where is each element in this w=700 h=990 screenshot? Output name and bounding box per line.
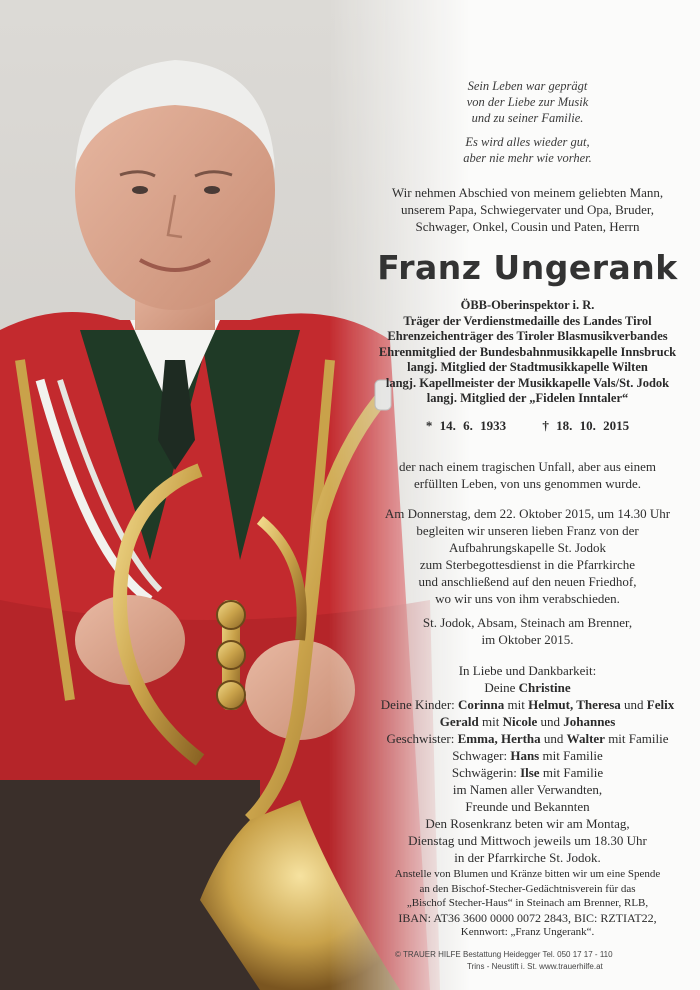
- honor-line: Träger der Verdienstmedaille des Landes Tirol: [403, 313, 652, 328]
- honor-line: langj. Mitglied der „Fidelen Inntaler“: [426, 391, 629, 405]
- family-relatives: im Namen aller Verwandten,: [452, 782, 603, 797]
- footer-line: © TRAUER HILFE Bestattung Heidegger Tel. 050 17 17 - 110: [395, 950, 613, 959]
- footer-line: Trins - Neustift i. St. www.trauerhilfe.at: [467, 962, 603, 971]
- funeral-line: wo wir uns von ihm verabschieden.: [435, 591, 620, 606]
- death-note: [355, 458, 700, 492]
- rosary-line: in der Pfarrkirche St. Jodok.: [454, 850, 601, 865]
- honor-line: langj. Mitglied der Stadtmusikkapelle Wilten: [407, 360, 648, 374]
- family-siblings: Geschwister: Emma, Hertha und Walter mit Familie: [386, 731, 669, 746]
- donation-line: „Bischof Stecher-Haus“ in Steinach am Brenner, RLB,: [406, 897, 649, 909]
- rosary-info: [355, 815, 700, 866]
- donation-line: Kennwort: „Franz Ungerank“.: [460, 926, 595, 938]
- funeral-line: und anschließend auf den neuen Friedhof,: [418, 574, 637, 589]
- funeral-home-footer: [395, 949, 695, 973]
- rosary-line: Den Rosenkranz beten wir am Montag,: [425, 816, 630, 831]
- family-children-1: Deine Kinder: Corinna mit Helmut, Theresa und Felix: [380, 697, 675, 712]
- place-and-date: [355, 614, 700, 648]
- death-note-line: der nach einem tragischen Unfall, aber aus einem: [399, 459, 656, 474]
- donation-info: [355, 867, 700, 940]
- quote-line: von der Liebe zur Musik: [466, 95, 589, 109]
- place-line: St. Jodok, Absam, Steinach am Brenner,: [422, 615, 633, 630]
- intro-text: [355, 184, 700, 235]
- funeral-line: zum Sterbegottesdienst in die Pfarrkirche: [419, 557, 636, 572]
- honors-list: [355, 298, 700, 407]
- intro-line: Schwager, Onkel, Cousin und Paten, Herrn: [415, 219, 640, 234]
- funeral-line: Am Donnerstag, dem 22. Oktober 2015, um 14.30 Uhr: [384, 506, 671, 521]
- quote-line: Es wird alles wieder gut,: [465, 135, 590, 149]
- intro-line: unserem Papa, Schwiegervater und Opa, Bruder,: [401, 202, 654, 217]
- family-brother-in-law: Schwager: Hans mit Familie: [452, 748, 603, 763]
- donation-line: Anstelle von Blumen und Kränze bitten wir um eine Spende: [394, 868, 661, 880]
- birth-date: * 14. 6. 1933: [425, 418, 507, 433]
- quote-line: und zu seiner Familie.: [471, 111, 584, 125]
- life-dates: [355, 418, 700, 434]
- deceased-name: Franz Ungerank: [377, 248, 678, 287]
- quote-line: aber nie mehr wie vorher.: [463, 151, 592, 165]
- honor-line: Ehrenmitglied der Bundesbahnmusikkapelle Innsbruck: [378, 344, 677, 359]
- quote-line: Sein Leben war geprägt: [467, 79, 588, 93]
- intro-line: Wir nehmen Abschied von meinem geliebten Mann,: [391, 185, 664, 200]
- family-wife: Deine Christine: [484, 680, 571, 695]
- funeral-info: [355, 505, 700, 607]
- family-list: [355, 662, 700, 815]
- funeral-line: begleiten wir unseren lieben Franz von der: [416, 523, 639, 538]
- family-intro: In Liebe und Dankbarkeit:: [458, 663, 597, 678]
- honor-line: ÖBB-Oberinspektor i. R.: [460, 298, 595, 312]
- death-date: † 18. 10. 2015: [542, 418, 630, 433]
- date-line: im Oktober 2015.: [481, 632, 574, 647]
- death-note-line: erfüllten Leben, von uns genommen wurde.: [413, 476, 642, 491]
- rosary-line: Dienstag und Mittwoch jeweils um 18.30 Uhr: [408, 833, 647, 848]
- honor-line: Ehrenzeichenträger des Tiroler Blasmusikverbandes: [387, 329, 668, 343]
- family-sister-in-law: Schwägerin: Ilse mit Familie: [451, 765, 604, 780]
- honor-line: langj. Kapellmeister der Musikkapelle Vals/St. Jodok: [385, 375, 670, 390]
- family-children-2: Gerald mit Nicole und Johannes: [439, 714, 616, 729]
- funeral-line: Aufbahrungskapelle St. Jodok: [448, 540, 607, 555]
- donation-line: an den Bischof-Stecher-Gedächtnisverein für das: [419, 882, 636, 895]
- donation-line: IBAN: AT36 3600 0000 0072 2843, BIC: RZTIAT22,: [398, 910, 657, 925]
- memorial-quote: [355, 78, 700, 166]
- family-friends: Freunde und Bekannten: [465, 799, 590, 814]
